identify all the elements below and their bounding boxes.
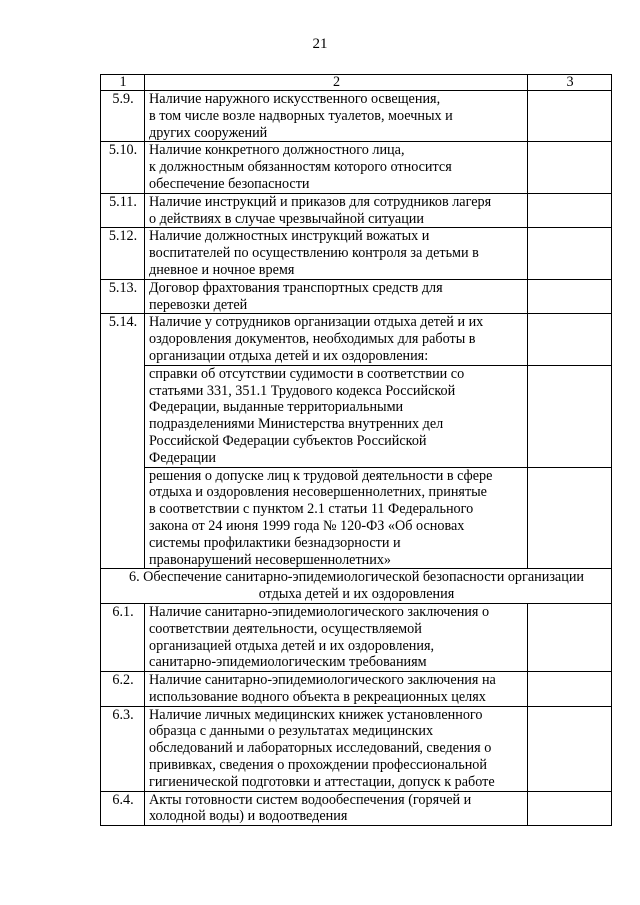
row-text: решения о допуске лиц к трудовой деятельности в сфере отдыха и оздоровления несовершеннолетних, принятые в соответствии с пунктом 2.1 статьи 11 Федерального закона от 24 июня 1999 года № 120-ФЗ «Об основах системы профилактики безнадзорности и правонарушений несовершеннолетних» (145, 467, 528, 569)
row-mark-cell (528, 142, 612, 193)
table-row (101, 228, 612, 279)
row-text: Наличие санитарно-эпидемиологического заключения на использование водного объекта в рекреационных целях (145, 672, 528, 707)
row-number: 5.12. (101, 228, 145, 279)
row-mark-cell (528, 193, 612, 228)
row-number: 5.9. (101, 91, 145, 142)
row-mark-cell (528, 91, 612, 142)
table-row (101, 706, 612, 791)
table-row (101, 142, 612, 193)
table-row (101, 279, 612, 314)
column-header-2: 2 (145, 75, 528, 91)
column-header-1: 1 (101, 75, 145, 91)
row-mark-cell (528, 706, 612, 791)
row-number: 5.13. (101, 279, 145, 314)
row-mark-cell (528, 228, 612, 279)
row-mark-cell (528, 603, 612, 671)
row-text: Наличие наружного искусственного освещения, в том числе возле надворных туалетов, моечных и других сооружений (145, 91, 528, 142)
row-text: Наличие конкретного должностного лица, к должностным обязанностям которого относится обеспечение безопасности (145, 142, 528, 193)
row-text: Наличие санитарно-эпидемиологического заключения о соответствии деятельности, осуществляемой организацией отдыха детей и их оздоровления, санитарно-эпидемиологическим требованиям (145, 603, 528, 671)
page-number: 21 (312, 36, 328, 52)
row-text: Наличие инструкций и приказов для сотрудников лагеря о действиях в случае чрезвычайной ситуации (145, 193, 528, 228)
row-number: 5.14. (101, 314, 145, 569)
row-number: 6.3. (101, 706, 145, 791)
table-row (101, 91, 612, 142)
row-mark-cell (528, 314, 612, 365)
row-mark-cell (528, 279, 612, 314)
row-mark-cell (528, 467, 612, 569)
table-row (101, 467, 612, 569)
table-row (101, 314, 612, 365)
table-row (101, 603, 612, 671)
section-row (101, 569, 612, 604)
row-text: Наличие личных медицинских книжек установленного образца с данными о результатах медицинских обследований и лабораторных исследований, сведения о прививках, сведения о прохождении профессиональной гигиенической подготовки и аттестации, допуск к работе (145, 706, 528, 791)
row-number: 6.4. (101, 791, 145, 826)
table-row (101, 365, 612, 467)
table-row (101, 193, 612, 228)
row-mark-cell (528, 365, 612, 467)
section-heading: 6. Обеспечение санитарно-эпидемиологической безопасности организации отдыха детей и их оздоровления (101, 569, 612, 604)
row-number: 5.10. (101, 142, 145, 193)
checklist-table (100, 74, 612, 826)
row-text: Наличие должностных инструкций вожатых и воспитателей по осуществлению контроля за детьми в дневное и ночное время (145, 228, 528, 279)
row-number: 5.11. (101, 193, 145, 228)
row-number: 6.2. (101, 672, 145, 707)
row-text: Договор фрахтования транспортных средств для перевозки детей (145, 279, 528, 314)
column-header-3: 3 (528, 75, 612, 91)
table-row (101, 791, 612, 826)
table-header-row (101, 75, 612, 91)
row-text: справки об отсутствии судимости в соответствии со статьями 331, 351.1 Трудового кодекса Российской Федерации, выданные территориальными подразделениями Министерства внутренних дел Российской Федерации субъектов Российской Федерации (145, 365, 528, 467)
row-text: Акты готовности систем водообеспечения (горячей и холодной воды) и водоотведения (145, 791, 528, 826)
table-row (101, 672, 612, 707)
row-mark-cell (528, 791, 612, 826)
row-mark-cell (528, 672, 612, 707)
row-text: Наличие у сотрудников организации отдыха детей и их оздоровления документов, необходимых для работы в организации отдыха детей и их оздоровления: (145, 314, 528, 365)
row-number: 6.1. (101, 603, 145, 671)
